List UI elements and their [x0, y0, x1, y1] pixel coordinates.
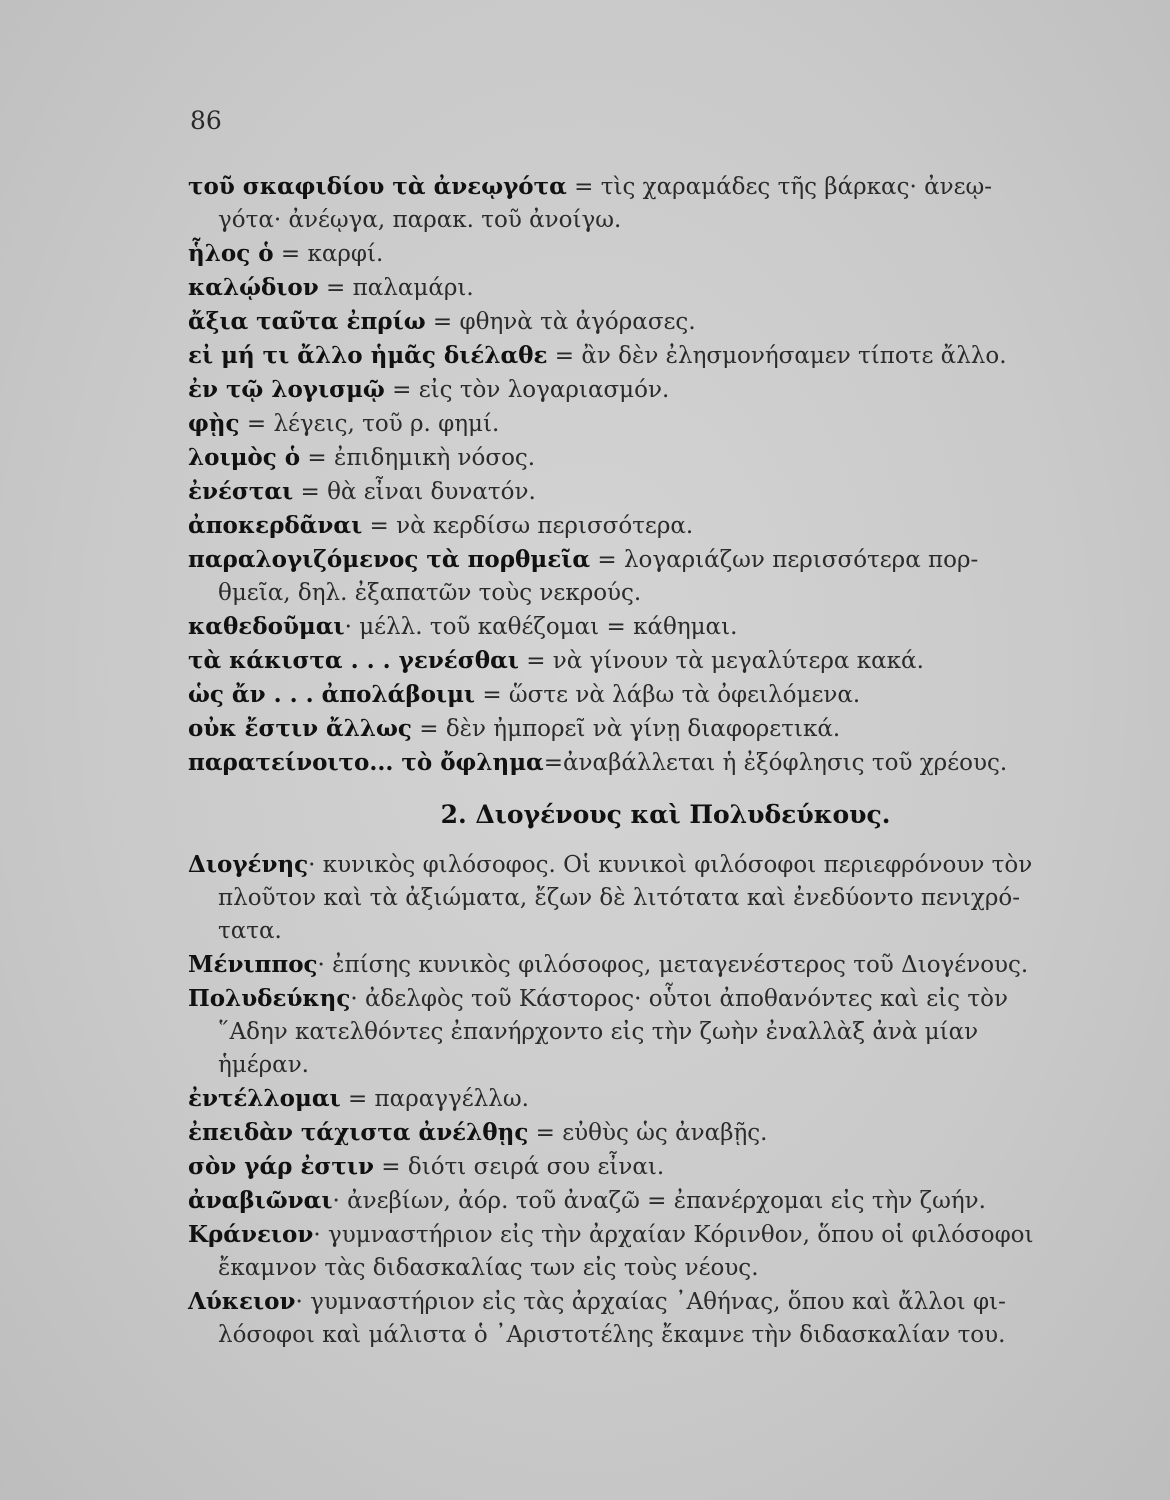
- glossary-entry: [188, 407, 1113, 441]
- glossary-definition: = ὥστε νὰ λάβω τὰ ὀφειλόμενα.: [475, 682, 861, 708]
- glossary-entry: [188, 1285, 1113, 1352]
- glossary-definition: · κυνικὸς φιλόσοφος. Οἱ κυνικοὶ φιλόσοφοι περιεφρόνουν τὸν: [308, 852, 1033, 878]
- glossary-continuation: πλοῦτον καὶ τὰ ἀξιώματα, ἔζων δὲ λιτότατα καὶ ἐνεδύοντο πενιχρό-: [218, 885, 1020, 911]
- glossary-term: καθεδοῦμαι: [188, 613, 345, 640]
- glossary-definition: = ἂν δὲν ἐλησμονήσαμεν τίποτε ἄλλο.: [547, 343, 1007, 369]
- glossary-part-2: [188, 848, 1113, 1352]
- glossary-continuation: ῞Αδην κατελθόντες ἐπανήρχοντο εἰς τὴν ζωὴν ἐναλλὰξ ἀνὰ μίαν: [218, 1019, 979, 1045]
- page-number: 86: [190, 106, 222, 135]
- glossary-term: Πολυδεύκης: [188, 985, 351, 1012]
- glossary-definition: = θὰ εἶναι δυνατόν.: [293, 479, 536, 505]
- glossary-entry: [188, 1150, 1113, 1184]
- glossary-definition: · ἀνεβίων, ἀόρ. τοῦ ἀναζῶ = ἐπανέρχομαι εἰς τὴν ζωήν.: [332, 1188, 986, 1214]
- glossary-entry: [188, 170, 1113, 237]
- glossary-term: ἐντέλλομαι: [188, 1085, 341, 1112]
- glossary-term: Διογένης: [188, 851, 309, 878]
- glossary-continuation: θμεῖα, δηλ. ἐξαπατῶν τοὺς νεκρούς.: [218, 580, 642, 606]
- glossary-definition: = νὰ κερδίσω περισσότερα.: [362, 513, 694, 539]
- glossary-term: παρατείνοιτο... τὸ ὄφλημα: [188, 749, 544, 776]
- glossary-entry: [188, 982, 1113, 1082]
- glossary-entry: [188, 1184, 1113, 1218]
- glossary-definition: = καρφί.: [273, 241, 384, 267]
- glossary-part-1: [188, 170, 1113, 780]
- page-content: [188, 170, 1113, 1352]
- glossary-definition: = λογαριάζων περισσότερα πορ-: [590, 547, 979, 573]
- glossary-continuation: λόσοφοι καὶ μάλιστα ὁ ᾿Αριστοτέλης ἔκαμνε τὴν διδασκαλίαν του.: [218, 1322, 1006, 1348]
- glossary-entry: [188, 441, 1113, 475]
- glossary-term: ἐν τῷ λογισμῷ: [188, 376, 385, 403]
- glossary-term: ἐπειδὰν τάχιστα ἀνέλθῃς: [188, 1119, 529, 1146]
- glossary-term: τοῦ σκαφιδίου τὰ ἀνεῳγότα: [188, 173, 567, 200]
- glossary-entry: [188, 305, 1113, 339]
- glossary-definition: = δὲν ἠμπορεῖ νὰ γίνῃ διαφορετικά.: [411, 716, 841, 742]
- glossary-definition: = εὐθὺς ὡς ἀναβῇς.: [528, 1120, 768, 1146]
- glossary-definition: = φθηνὰ τὰ ἀγόρασες.: [425, 309, 696, 335]
- glossary-term: ἄξια ταῦτα ἐπρίω: [188, 308, 426, 335]
- glossary-term: Κράνειον: [188, 1221, 314, 1248]
- glossary-entry: [188, 678, 1113, 712]
- glossary-definition: = τὶς χαραμάδες τῆς βάρκας· ἀνεῳ-: [566, 174, 993, 200]
- glossary-entry: [188, 610, 1113, 644]
- glossary-definition: · μέλλ. τοῦ καθέζομαι = κάθημαι.: [344, 614, 738, 640]
- glossary-entry: [188, 475, 1113, 509]
- glossary-continuation: τατα.: [218, 918, 282, 944]
- glossary-term: φῂς: [188, 410, 240, 437]
- glossary-term: οὐκ ἔστιν ἄλλως: [188, 715, 412, 742]
- glossary-term: Μένιππος: [188, 951, 318, 978]
- glossary-term: σὸν γάρ ἐστιν: [188, 1153, 374, 1180]
- glossary-entry: [188, 543, 1113, 610]
- glossary-definition: = λέγεις, τοῦ ρ. φημί.: [239, 411, 500, 437]
- glossary-term: καλῴδιον: [188, 274, 319, 301]
- glossary-definition: =ἀναβάλλεται ἡ ἐξόφλησις τοῦ χρέους.: [543, 750, 1008, 776]
- glossary-entry: [188, 373, 1113, 407]
- glossary-term: ὡς ἄν . . . ἀπολάβοιμι: [188, 681, 476, 708]
- glossary-continuation: ἡμέραν.: [218, 1052, 309, 1078]
- glossary-definition: · γυμναστήριον εἰς τὴν ἀρχαίαν Κόρινθον, ὅπου οἱ φιλόσοφοι: [313, 1222, 1034, 1248]
- glossary-term: ἀποκερδᾶναι: [188, 512, 363, 539]
- glossary-entry: [188, 644, 1113, 678]
- glossary-entry: [188, 948, 1113, 982]
- glossary-continuation: γότα· ἀνέῳγα, παρακ. τοῦ ἀνοίγω.: [218, 207, 622, 233]
- glossary-term: ἐνέσται: [188, 478, 294, 505]
- section-title: 2. Διογένους καὶ Πολυδεύκους.: [440, 800, 891, 829]
- glossary-entry: [188, 237, 1113, 271]
- glossary-definition: = εἰς τὸν λογαριασμόν.: [384, 377, 670, 403]
- glossary-entry: [188, 271, 1113, 305]
- glossary-term: ἀναβιῶναι: [188, 1187, 333, 1214]
- glossary-term: Λύκειον: [188, 1288, 296, 1315]
- glossary-entry: [188, 1116, 1113, 1150]
- glossary-entry: [188, 712, 1113, 746]
- glossary-definition: · ἐπίσης κυνικὸς φιλόσοφος, μεταγενέστερος τοῦ Διογένους.: [317, 952, 1029, 978]
- glossary-entry: [188, 1082, 1113, 1116]
- glossary-definition: = παλαμάρι.: [318, 275, 474, 301]
- glossary-entry: [188, 1218, 1113, 1285]
- glossary-term: παραλογιζόμενος τὰ πορθμεῖα: [188, 546, 591, 573]
- glossary-entry: [188, 339, 1113, 373]
- glossary-definition: = διότι σειρά σου εἶναι.: [373, 1154, 665, 1180]
- glossary-term: τὰ κάκιστα . . . γενέσθαι: [188, 647, 519, 674]
- glossary-definition: = νὰ γίνουν τὰ μεγαλύτερα κακά.: [518, 648, 924, 674]
- glossary-definition: · ἀδελφὸς τοῦ Κάστορος· οὗτοι ἀποθανόντες καὶ εἰς τὸν: [350, 986, 1008, 1012]
- glossary-entry: [188, 848, 1113, 948]
- glossary-definition: = παραγγέλλω.: [340, 1086, 529, 1112]
- glossary-continuation: ἔκαμνον τὰς διδασκαλίας των εἰς τοὺς νέους.: [218, 1255, 759, 1281]
- glossary-entry: [188, 746, 1113, 780]
- glossary-entry: [188, 509, 1113, 543]
- glossary-term: λοιμὸς ὁ: [188, 444, 301, 471]
- glossary-term: εἰ μή τι ἄλλο ἡμᾶς διέλαθε: [188, 342, 548, 369]
- glossary-definition: · γυμναστήριον εἰς τὰς ἀρχαίας ᾿Αθήνας, ὅπου καὶ ἄλλοι φι-: [295, 1289, 1006, 1315]
- glossary-definition: = ἐπιδημικὴ νόσος.: [300, 445, 536, 471]
- glossary-term: ἧλος ὁ: [188, 240, 274, 267]
